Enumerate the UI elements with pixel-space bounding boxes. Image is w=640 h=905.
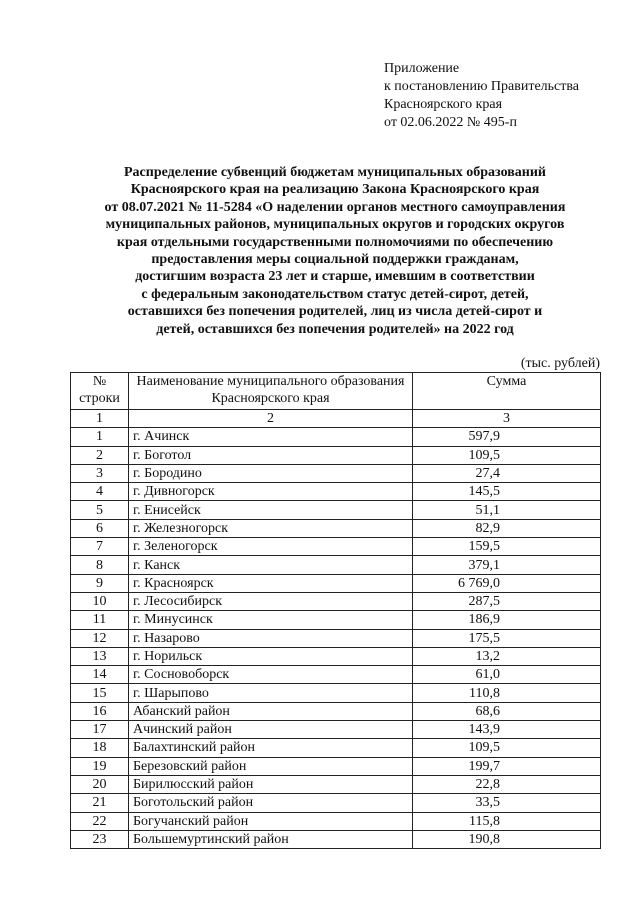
amount-cell: 68,6	[413, 702, 601, 720]
amount-cell: 186,9	[413, 611, 601, 629]
table-row	[71, 611, 601, 629]
table-row	[71, 666, 601, 684]
document-title	[70, 164, 600, 338]
column-index: 2	[129, 410, 413, 428]
row-number-cell: 20	[71, 775, 129, 793]
amount-cell: 61,0	[413, 666, 601, 684]
title-line: детей, оставшихся без попечения родителей» на 2022 год	[156, 321, 514, 337]
table-row	[71, 464, 601, 482]
title-line: с федеральным законодательством статус детей-сирот, детей,	[141, 286, 529, 302]
title-line: предоставления меры социальной поддержки гражданам,	[151, 252, 519, 268]
municipality-cell: г. Железногорск	[129, 519, 413, 537]
municipality-cell: г. Красноярск	[129, 574, 413, 592]
municipality-cell: Богучанский район	[129, 812, 413, 830]
amount-cell: 13,2	[413, 647, 601, 665]
title-line: оставшихся без попечения родителей, лиц из числа детей-сирот и	[127, 304, 543, 320]
table-row	[71, 519, 601, 537]
row-number-cell: 4	[71, 483, 129, 501]
column-index: 3	[413, 410, 601, 428]
row-number-cell: 11	[71, 611, 129, 629]
appendix-line: к постановлению Правительства	[384, 79, 580, 94]
amount-cell: 145,5	[413, 483, 601, 501]
row-number-cell: 18	[71, 739, 129, 757]
table-row	[71, 702, 601, 720]
amount-cell: 379,1	[413, 556, 601, 574]
header-row-number: № строки	[71, 373, 129, 410]
row-number-cell: 8	[71, 556, 129, 574]
municipality-cell: г. Назарово	[129, 629, 413, 647]
table-row	[71, 794, 601, 812]
table-header-row	[71, 373, 601, 410]
municipality-cell: г. Минусинск	[129, 611, 413, 629]
amount-cell: 199,7	[413, 757, 601, 775]
title-line: муниципальных районов, муниципальных округов и городских округов	[105, 217, 565, 233]
table-row	[71, 574, 601, 592]
title-line: Распределение субвенций бюджетам муниципальных образований	[124, 165, 546, 180]
title-line: края отдельными государственными полномочиями по обеспечению	[116, 234, 554, 250]
amount-cell: 27,4	[413, 464, 601, 482]
amount-cell: 159,5	[413, 538, 601, 556]
row-number-cell: 15	[71, 684, 129, 702]
amount-cell: 175,5	[413, 629, 601, 647]
row-number-cell: 13	[71, 647, 129, 665]
row-number-cell: 9	[71, 574, 129, 592]
table-row	[71, 446, 601, 464]
table-row	[71, 721, 601, 739]
row-number-cell: 17	[71, 721, 129, 739]
table-row	[71, 684, 601, 702]
amount-cell: 33,5	[413, 794, 601, 812]
table-body	[71, 428, 601, 849]
municipality-cell: г. Канск	[129, 556, 413, 574]
amount-cell: 22,8	[413, 775, 601, 793]
municipality-cell: Боготольский район	[129, 794, 413, 812]
title-line: достигшим возраста 23 лет и старше, имевшим в соответствии	[135, 269, 535, 285]
amount-cell: 110,8	[413, 684, 601, 702]
row-number-cell: 10	[71, 592, 129, 610]
table-column-index-row	[71, 410, 601, 428]
municipality-cell: г. Енисейск	[129, 501, 413, 519]
table-row	[71, 428, 601, 446]
amount-cell: 51,1	[413, 501, 601, 519]
row-number-cell: 1	[71, 428, 129, 446]
amount-cell: 6 769,0	[413, 574, 601, 592]
table-row	[71, 592, 601, 610]
units-label: (тыс. рублей)	[520, 356, 600, 371]
municipality-cell: г. Бородино	[129, 464, 413, 482]
municipality-cell: г. Сосновоборск	[129, 666, 413, 684]
municipality-cell: г. Зеленогорск	[129, 538, 413, 556]
row-number-cell: 14	[71, 666, 129, 684]
subsidy-table	[70, 372, 601, 849]
table-row	[71, 830, 601, 848]
municipality-cell: г. Ачинск	[129, 428, 413, 446]
row-number-cell: 21	[71, 794, 129, 812]
amount-cell: 190,8	[413, 830, 601, 848]
municipality-cell: Березовский район	[129, 757, 413, 775]
appendix-block	[384, 60, 579, 132]
table-row	[71, 501, 601, 519]
amount-cell: 597,9	[413, 428, 601, 446]
row-number-cell: 12	[71, 629, 129, 647]
municipality-cell: г. Лесосибирск	[129, 592, 413, 610]
row-number-cell: 3	[71, 464, 129, 482]
row-number-cell: 2	[71, 446, 129, 464]
appendix-line: Приложение	[384, 61, 460, 76]
amount-cell: 109,5	[413, 446, 601, 464]
row-number-cell: 6	[71, 519, 129, 537]
amount-cell: 82,9	[413, 519, 601, 537]
column-index: 1	[71, 410, 129, 428]
amount-cell: 143,9	[413, 721, 601, 739]
municipality-cell: Абанский район	[129, 702, 413, 720]
table-row	[71, 538, 601, 556]
table-row	[71, 483, 601, 501]
table-row	[71, 647, 601, 665]
municipality-cell: Бирилюсский район	[129, 775, 413, 793]
table-row	[71, 739, 601, 757]
title-line: от 08.07.2021 № 11-5284 «О наделении органов местного самоуправления	[104, 199, 566, 215]
table-row	[71, 812, 601, 830]
row-number-cell: 23	[71, 830, 129, 848]
municipality-cell: Балахтинский район	[129, 739, 413, 757]
municipality-cell: Большемуртинский район	[129, 830, 413, 848]
table-row	[71, 629, 601, 647]
municipality-cell: Ачинский район	[129, 721, 413, 739]
municipality-cell: г. Норильск	[129, 647, 413, 665]
municipality-cell: г. Боготол	[129, 446, 413, 464]
header-municipality: Наименование муниципального образования Красноярского края	[129, 373, 413, 410]
amount-cell: 115,8	[413, 812, 601, 830]
table-row	[71, 775, 601, 793]
amount-cell: 287,5	[413, 592, 601, 610]
row-number-cell: 7	[71, 538, 129, 556]
row-number-cell: 16	[71, 702, 129, 720]
table-row	[71, 757, 601, 775]
row-number-cell: 22	[71, 812, 129, 830]
appendix-line: Красноярского края	[384, 97, 503, 112]
header-amount: Сумма	[413, 373, 601, 410]
table-row	[71, 556, 601, 574]
row-number-cell: 19	[71, 757, 129, 775]
appendix-line: от 02.06.2022 № 495-п	[384, 115, 517, 130]
title-line: Красноярского края на реализацию Закона Красноярского края	[130, 182, 540, 198]
municipality-cell: г. Шарыпово	[129, 684, 413, 702]
amount-cell: 109,5	[413, 739, 601, 757]
row-number-cell: 5	[71, 501, 129, 519]
municipality-cell: г. Дивногорск	[129, 483, 413, 501]
